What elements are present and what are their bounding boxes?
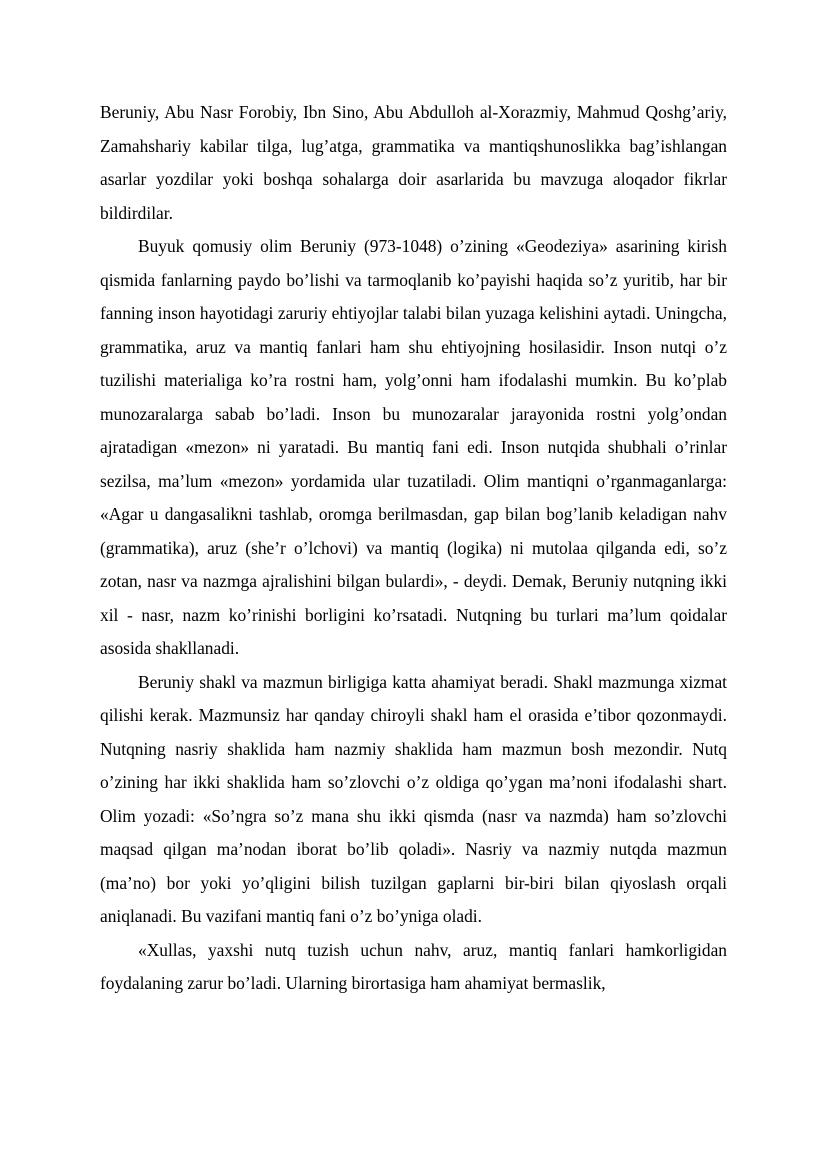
paragraph-xullas: «Xullas, yaxshi nutq tuzish uchun nahv, aruz, mantiq fanlari hamkorligidan foydalaning zarur bo’ladi. Ularning birortasiga ham ahamiyat bermaslik,: [100, 939, 727, 993]
paragraph-shakl-mazmun: Beruniy shakl va mazmun birligiga katta ahamiyat beradi. Shakl mazmunga xizmat qilishi kerak. Mazmunsiz har qanday chiroyli shakl ham el orasida e’tibor qozonmaydi. Nutqning nasriy shaklida ham nazmiy shaklida ham mazmun bosh mezondir. Nutq o’zining har ikki shaklida ham so’zlovchi o’z oldiga qo’ygan ma’noni ifodalashi shart. Olim yozadi: «So’ngra so’z mana shu ikki qismda (nasr va nazmda) ham so’zlovchi maqsad qilgan ma’nodan iborat bo’lib qoladi». Nasriy va nazmiy nutqda mazmun (ma’no) bor yoki yo’qligini bilish tuzilgan gaplarni bir-biri bilan qiyoslash orqali aniqlanadi. Bu vazifani mantiq fani o’z bo’yniga oladi.: [100, 671, 727, 926]
paragraph-geodeziya: Buyuk qomusiy olim Beruniy (973-1048) o’zining «Geodeziya» asarining kirish qismida fanlarning paydo bo’lishi va tarmoqlanib ko’payishi haqida so’z yuritib, har bir fanning inson hayotidagi zaruriy ehtiyojlar talabi bilan yuzaga kelishini aytadi. Uningcha, grammatika, aruz va mantiq fanlari ham shu ehtiyojning hosilasidir. Inson nutqi o’z tuzilishi materialiga ko’ra rostni ham, yolg’onni ham ifodalashi mumkin. Bu ko’plab munozaralarga sabab bo’ladi. Inson bu munozaralar jarayonida rostni yolg’ondan ajratadigan «mezon» ni yaratadi. Bu mantiq fani edi. Inson nutqida shubhali o’rinlar sezilsa, ma’lum «mezon» yordamida ular tuzatiladi. Olim mantiqni o’rganmaganlarga: «Agar u dangasalikni tashlab, oromga berilmasdan, gap bilan bog’lanib keladigan nahv (grammatika), aruz (she’r o’lchovi) va mantiq (logika) ni mutolaa qilganda edi, so’z zotan, nasr va nazmga ajralishini bilgan bulardi», - deydi. Demak, Beruniy nutqning ikki xil - nasr, nazm ko’rinishi borligini ko’rsatadi. Nutqning bu turlari ma’lum qoidalar asosida shakllanadi.: [100, 236, 727, 658]
body-text: [100, 96, 727, 1001]
paragraph-continuation: Beruniy, Abu Nasr Forobiy, Ibn Sino, Abu Abdulloh al-Xorazmiy, Mahmud Qoshg’ariy, Zamahshariy kabilar tilga, lug’atga, grammatika va mantiqshunoslikka bag’ishlangan asarlar yozdilar yoki boshqa sohalarga doir asarlarida bu mavzuga aloqador fikrlar bildirdilar.: [100, 102, 727, 223]
